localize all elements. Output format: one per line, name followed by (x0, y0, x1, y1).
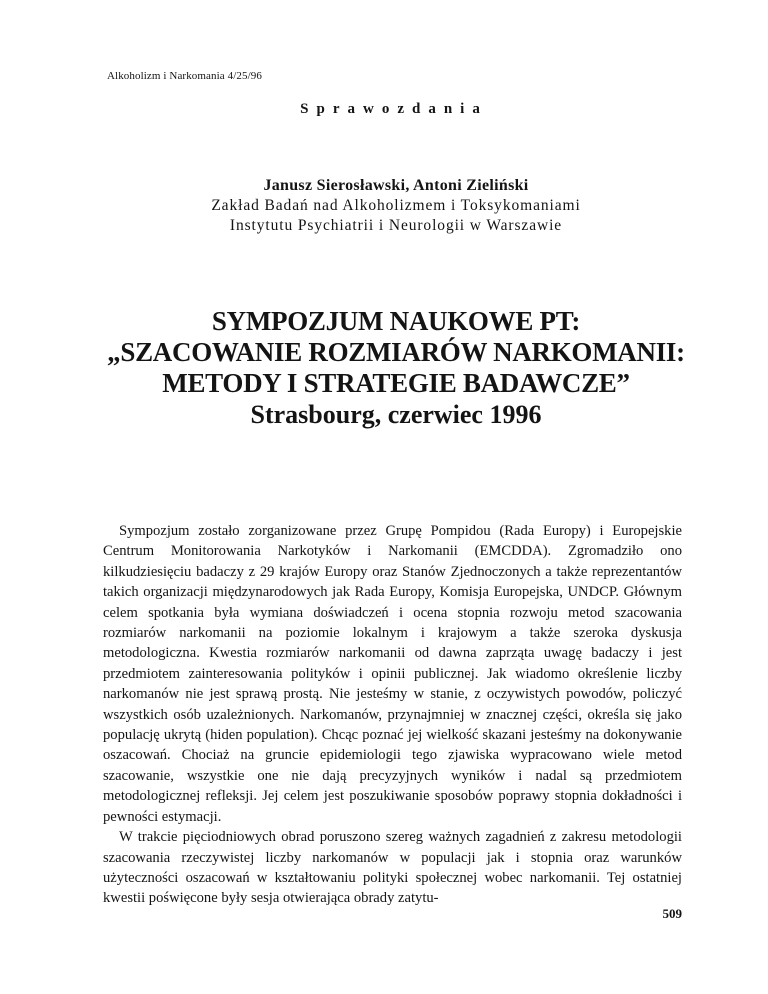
title-subtitle: Strasbourg, czerwiec 1996 (250, 400, 542, 429)
paragraph: Sympozjum zostało zorganizowane przez Grupę Pompidou (Rada Europy) i Europejskie Centrum Monitorowania Narkotyków i Narkomanii (EMCDDA). Zgromadziło ono kilkudziesięciu badaczy z 29 krajów Europy oraz Stanów Zjednoczonych a także reprezentantów takich organizacji międzynarodowych jak Rada Europy, Komisja Europejska, UNDCP. Głównym celem spotkania była wymiana doświadczeń i ocena stopnia rozwoju metod szacowania rozmiarów narkomanii na poziomie lokalnym i krajowym a także szeroka dyskusja metodologiczna. Kwestia rozmiarów narkomanii od dawna zaprząta uwagę badaczy i jest przedmiotem zainteresowania polityków i opinii publicznej. Jak wiadomo określenie liczby narkomanów nie jest sprawą prostą. Nie jesteśmy w stanie, z oczywistych powodów, policzyć wszystkich osób uzależnionych. Narkomanów, przynajmniej w znacznej części, określa się jako populację ukrytą (hiden population). Chcąc poznać jej wielkość skazani jesteśmy na dokonywanie oszacowań. Chociaż na gruncie epidemiologii tego zjawiska wypracowano wiele metod szacowanie, wszystkie one nie dają precyzyjnych wyników i nadal są przedmiotem metodologicznej refleksji. Jej celem jest poszukiwanie sposobów poprawy stopnia dokładności i pewności estymacji. (103, 523, 682, 825)
affiliation-line: Zakład Badań nad Alkoholizmem i Toksykomaniami (211, 197, 581, 214)
title-line: SYMPOZJUM NAUKOWE PT: (211, 306, 581, 336)
body-text (103, 521, 682, 909)
author-names: Janusz Sierosławski, Antoni Zieliński (263, 177, 529, 194)
running-head: Alkoholizm i Narkomania 4/25/96 (107, 70, 262, 82)
paragraph: W trakcie pięciodniowych obrad poruszono szereg ważnych zagadnień z zakresu metodologii szacowania rzeczywistej liczby narkomanów w populacji jak i stopnia oraz warunków użyteczności oszacowań w kształtowaniu polityki społecznej wobec narkomanii. Tej ostatniej kwestii poświęcone były sesja otwierająca obrady zatytu- (103, 829, 682, 907)
authors-block (0, 176, 768, 236)
affiliation-line: Instytutu Psychiatrii i Neurologii w Warszawie (229, 217, 563, 234)
article-title (0, 306, 768, 430)
page-number: 509 (662, 906, 682, 921)
title-line: METODY I STRATEGIE BADAWCZE” (162, 368, 630, 398)
section-label: Sprawozdania (300, 101, 488, 117)
title-line: „SZACOWANIE ROZMIARÓW NARKOMANII: (107, 337, 685, 367)
